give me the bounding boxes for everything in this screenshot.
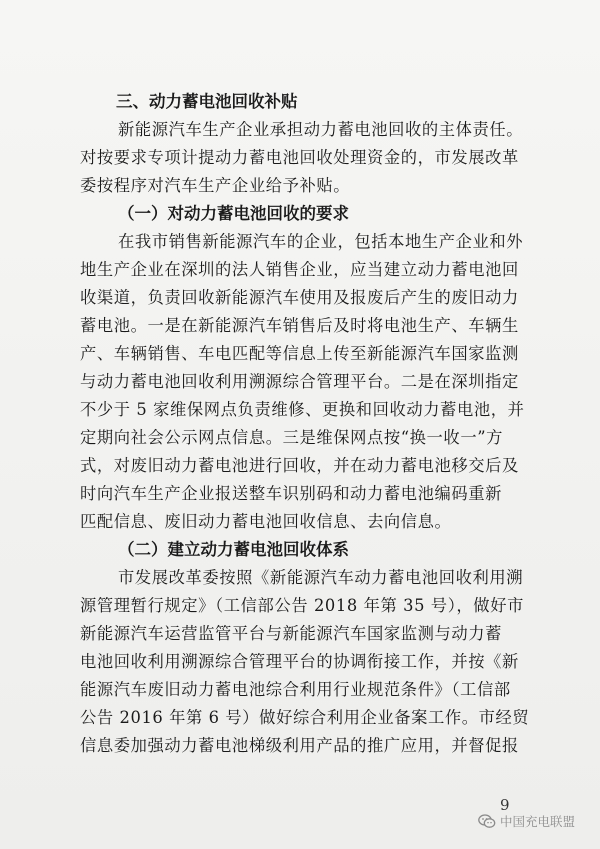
text-line: 不少于 5 家维保网点负责维修、更换和回收动力蓄电池，并 — [80, 400, 525, 419]
text-line: 委按程序对汽车生产企业给予补贴。 — [80, 176, 351, 195]
text-line: 与动力蓄电池回收利用溯源综合管理平台。二是在深圳指定 — [80, 372, 519, 391]
page-number: 9 — [500, 796, 510, 814]
watermark — [478, 812, 575, 830]
text-line: 匹配信息、废旧动力蓄电池回收信息、去向信息。 — [80, 512, 452, 531]
text-line: 式，对废旧动力蓄电池进行回收，并在动力蓄电池移交后及 — [80, 456, 519, 475]
text-line: 在我市销售新能源汽车的企业，包括本地生产企业和外 — [118, 232, 524, 251]
section-title: 三、动力蓄电池回收补贴 — [116, 92, 298, 111]
text-line: 源管理暂行规定》（工信部公告 2018 年第 35 号），做好市 — [80, 596, 524, 615]
text-line: 新能源汽车生产企业承担动力蓄电池回收的主体责任。 — [118, 120, 524, 139]
wechat-icon — [478, 814, 496, 829]
subsection-2-paragraph — [80, 564, 550, 760]
text-line: 能源汽车废旧动力蓄电池综合利用行业规范条件》（工信部 — [80, 680, 511, 699]
text-line: 地生产企业在深圳的法人销售企业，应当建立动力蓄电池回 — [80, 260, 519, 279]
text-line: 产、车辆销售、车电匹配等信息上传至新能源汽车国家监测 — [80, 344, 519, 363]
text-line: 信息委加强动力蓄电池梯级利用产品的推广应用，并督促报 — [80, 736, 519, 755]
watermark-text: 中国充电联盟 — [500, 814, 576, 829]
subsection-title-2: （二）建立动力蓄电池回收体系 — [118, 540, 349, 559]
subsection-title-1: （一）对动力蓄电池回收的要求 — [118, 204, 349, 223]
text-line: 对按要求专项计提动力蓄电池回收处理资金的，市发展改革 — [80, 148, 519, 167]
text-line: 新能源汽车运营监管平台与新能源汽车国家监测与动力蓄 — [80, 624, 503, 643]
text-line: 公告 2016 年第 6 号）做好综合利用企业备案工作。市经贸 — [80, 708, 530, 727]
intro-paragraph — [80, 116, 550, 200]
text-line: 定期向社会公示网点信息。三是维保网点按“换一收一”方 — [80, 428, 503, 447]
subsection-1-paragraph — [80, 228, 550, 536]
document-body — [80, 88, 550, 760]
text-line: 蓄电池。一是在新能源汽车销售后及时将电池生产、车辆生 — [80, 316, 519, 335]
text-line: 时向汽车生产企业报送整车识别码和动力蓄电池编码重新 — [80, 484, 503, 503]
text-line: 电池回收利用溯源综合管理平台的协调衔接工作，并按《新 — [80, 652, 519, 671]
text-line: 市发展改革委按照《新能源汽车动力蓄电池回收利用溯 — [118, 568, 524, 587]
text-line: 收渠道，负责回收新能源汽车使用及报废后产生的废旧动力 — [80, 288, 519, 307]
